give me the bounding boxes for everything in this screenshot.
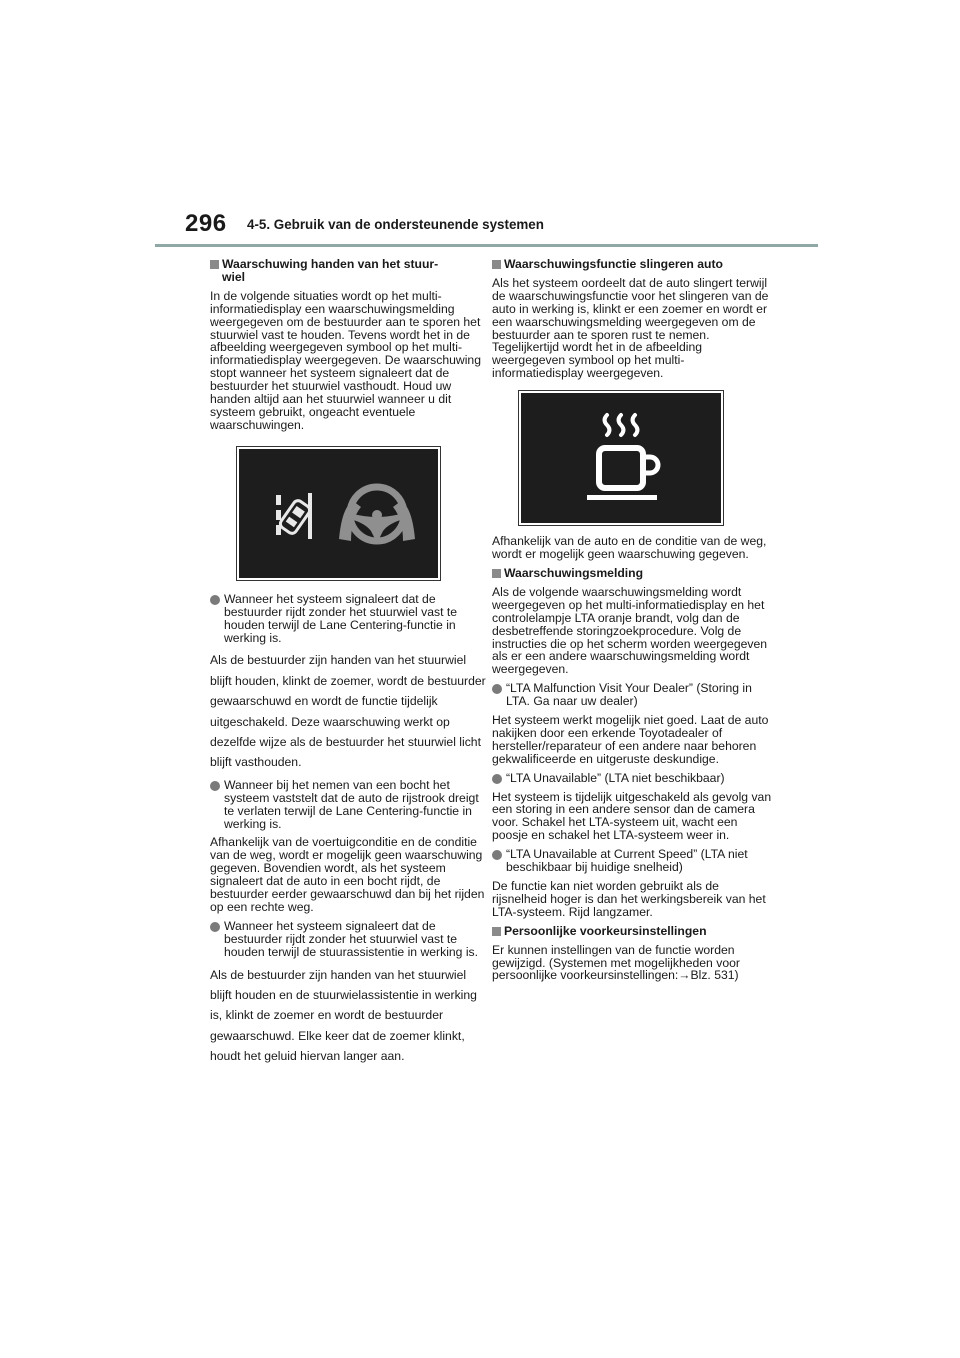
body-paragraph: Als de volgende waarschuwingsmelding wordt weergegeven op het multi-informatiedisplay en het controlelampje LTA oranje brandt, volg dan de desbetreffende storingzoekprocedure. Volg de instructies die op het scherm worden weergegeven als er een andere waarschuwingsmelding wordt weergegeven. [492,584,768,677]
lane-hands-icon [276,493,312,539]
coffee-cup-icon [521,393,721,523]
bullet-item: “LTA Unavailable” (LTA niet beschikbaar) [492,772,773,785]
round-bullet-icon [492,774,502,784]
bullet-item: “LTA Unavailable at Current Speed” (LTA niet beschikbaar bij huidige snelheid) [492,848,773,874]
body-paragraph: Het systeem werkt mogelijk niet goed. Laat de auto nakijken door een erkende Toyotadealer of hersteller/reparateur of een andere naar behoren gekwalificeerde en uitgeruste deskundige. [492,713,769,766]
heading-warning-message: Waarschuwingsmelding [492,567,773,580]
heading-text: Waarschuwing handen van het stuur- wiel [222,257,439,284]
header-divider [155,244,818,247]
coffee-figure [518,390,724,526]
round-bullet-icon [210,922,220,932]
bullet-item: Wanneer bij het nemen van een bocht het systeem vaststelt dat de auto de rijstrook dreigt te verlaten terwijl de Lane Centering-functie in werking is. [210,779,491,831]
section-title: 4-5. Gebruik van de ondersteunende systemen [247,217,544,232]
body-paragraph: Het systeem is tijdelijk uitgeschakeld als gevolg van een storing in een andere sensor dan de camera voor. Schakel het LTA-systeem uit, wacht een poosje en schakel het LTA-systeem weer in. [492,789,772,843]
round-bullet-icon [492,850,502,860]
bullet-item: “LTA Malfunction Visit Your Dealer” (Storing in LTA. Ga naar uw dealer) [492,682,773,708]
right-column [492,258,773,988]
body-paragraph: Als de bestuurder zijn handen van het stuurwiel blijft houden, klinkt de zoemer, wordt de bestuurder gewaarschuwd en wordt de functie tijdelijk uitgeschakeld. Deze waarschuwing werkt op dezelfde wijze als de bestuurder het stuurwiel licht blijft vasthouden. [210,653,486,770]
hands-on-wheel-icon [339,487,415,543]
round-bullet-icon [210,595,220,605]
body-paragraph: Afhankelijk van de auto en de conditie van de weg, wordt er mogelijk geen waarschuwing gegeven. [492,534,767,562]
body-paragraph: Als de bestuurder zijn handen van het stuurwiel blijft houden en de stuurwielassistentie in werking is, klinkt de zoemer en wordt de bestuurder gewaarschuwd. Elke keer dat de zoemer klinkt, houdt het geluid hiervan langer aan. [210,967,477,1064]
square-bullet-icon [492,927,501,936]
body-paragraph: Afhankelijk van de voertuigconditie en de conditie van de weg, wordt er mogelijk geen waarschuwing gegeven. Bovendien wordt, als het systeem signaleert dat de auto in een bocht rijdt, de bestuurder eerder gewaarschuwd dan bij het rijden op een rechte weg. [210,835,485,914]
bullet-item: Wanneer het systeem signaleert dat de bestuurder rijdt zonder het stuurwiel vast te houden terwijl de Lane Centering-functie in werking is. [210,593,491,645]
bullet-item: Wanneer het systeem signaleert dat de bestuurder rijdt zonder het stuurwiel vast te houden terwijl de stuurassistentie in werking is. [210,920,491,959]
intro-paragraph: In de volgende situaties wordt op het multi-informatiedisplay een waarschuwingsmelding weergegeven om de bestuurder aan te sporen het stuurwiel vast te houden. Tevens wordt het in de afbeelding weergegeven symbool op het multi-informatiedisplay weergegeven. De waarschuwing stopt wanneer het systeem signaleert dat de bestuurder het stuurwiel vasthoudt. Houd uw handen altijd aan het stuurwiel wanneer u dit systeem gebruikt, ongeacht eventuele waarschuwingen. [210,288,481,432]
body-paragraph: De functie kan niet worden gebruikt als de rijsnelheid hoger is dan het werkingsbereik van het LTA-systeem. Rijd langzamer. [492,879,766,919]
intro-paragraph: Als het systeem oordeelt dat de auto slingert terwijl de waarschuwingsfunctie voor het slingeren van de auto in werking is, klinkt er een zoemer en wordt er een waarschuwingsmelding weergegeven om de bestuurder aan te sporen rust te nemen. Tegelijkertijd wordt het in de afbeelding weergegeven symbool op het multi-informatiedisplay weergegeven. [492,275,769,381]
square-bullet-icon [492,260,501,269]
square-bullet-icon [492,569,501,578]
heading-personal-settings: Persoonlijke voorkeursinstellingen [492,925,773,938]
round-bullet-icon [210,781,220,791]
left-column [210,258,491,1073]
round-bullet-icon [492,684,502,694]
hands-off-figure [236,446,441,581]
square-bullet-icon [210,260,219,269]
body-paragraph: Er kunnen instellingen van de functie worden gewijzigd. (Systemen met mogelijkheden voor persoonlijke voorkeursinstellingen:→Blz. 531) [492,942,740,983]
heading-hands-off-warning [210,258,491,284]
page-number: 296 [185,210,227,237]
heading-sway-warning: Waarschuwingsfunctie slingeren auto [492,258,773,271]
